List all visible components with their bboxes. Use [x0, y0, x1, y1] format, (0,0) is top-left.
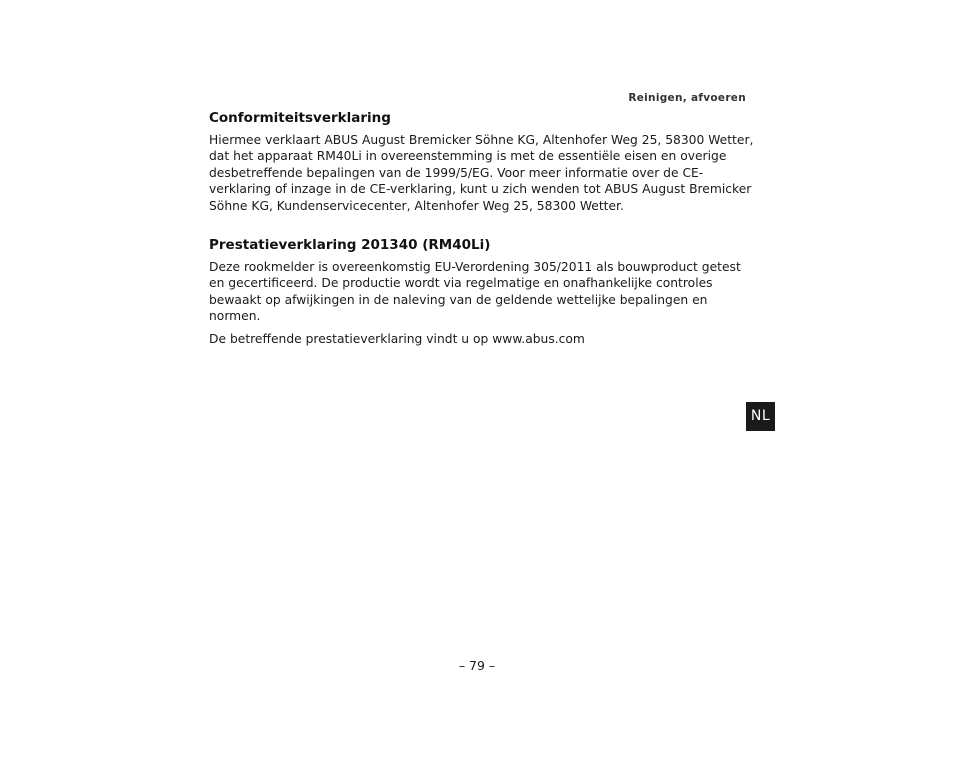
section-conformity: [209, 110, 754, 214]
performance-link-paragraph: De betreffende prestatieverklaring vindt u op www.abus.com: [209, 331, 585, 346]
section-title-conformity: Conformiteitsverklaring: [209, 110, 391, 126]
section-performance: [209, 237, 754, 347]
performance-paragraph: Deze rookmelder is overeenkomstig EU-Verordening 305/2011 als bouwproduct getest en gecertificeerd. De productie wordt via regelmatige en onafhankelijke controles bewaakt op afwijkingen in de naleving van de geldende wettelijke bepalingen en normen.: [209, 260, 741, 324]
page-content: [209, 110, 754, 347]
section-title-performance: Prestatieverklaring 201340 (RM40Li): [209, 237, 491, 254]
conformity-paragraph: Hiermee verklaart ABUS August Bremicker Söhne KG, Altenhofer Weg 25, 58300 Wetter, dat het apparaat RM40Li in overeenstemming is met de essentiële eisen en overige desbetreffende bepalingen van de 1999/5/EG. Voor meer informatie over de CE-verklaring of inzage in de CE-verklaring, kunt u zich wenden tot ABUS August Bremicker Söhne KG, Kundenservicecenter, Altenhofer Weg 25, 58300 Wetter.: [209, 133, 754, 213]
running-header: Reinigen, afvoeren: [628, 92, 746, 104]
page-number: – 79 –: [458, 658, 496, 673]
language-tab: NL: [746, 402, 775, 431]
